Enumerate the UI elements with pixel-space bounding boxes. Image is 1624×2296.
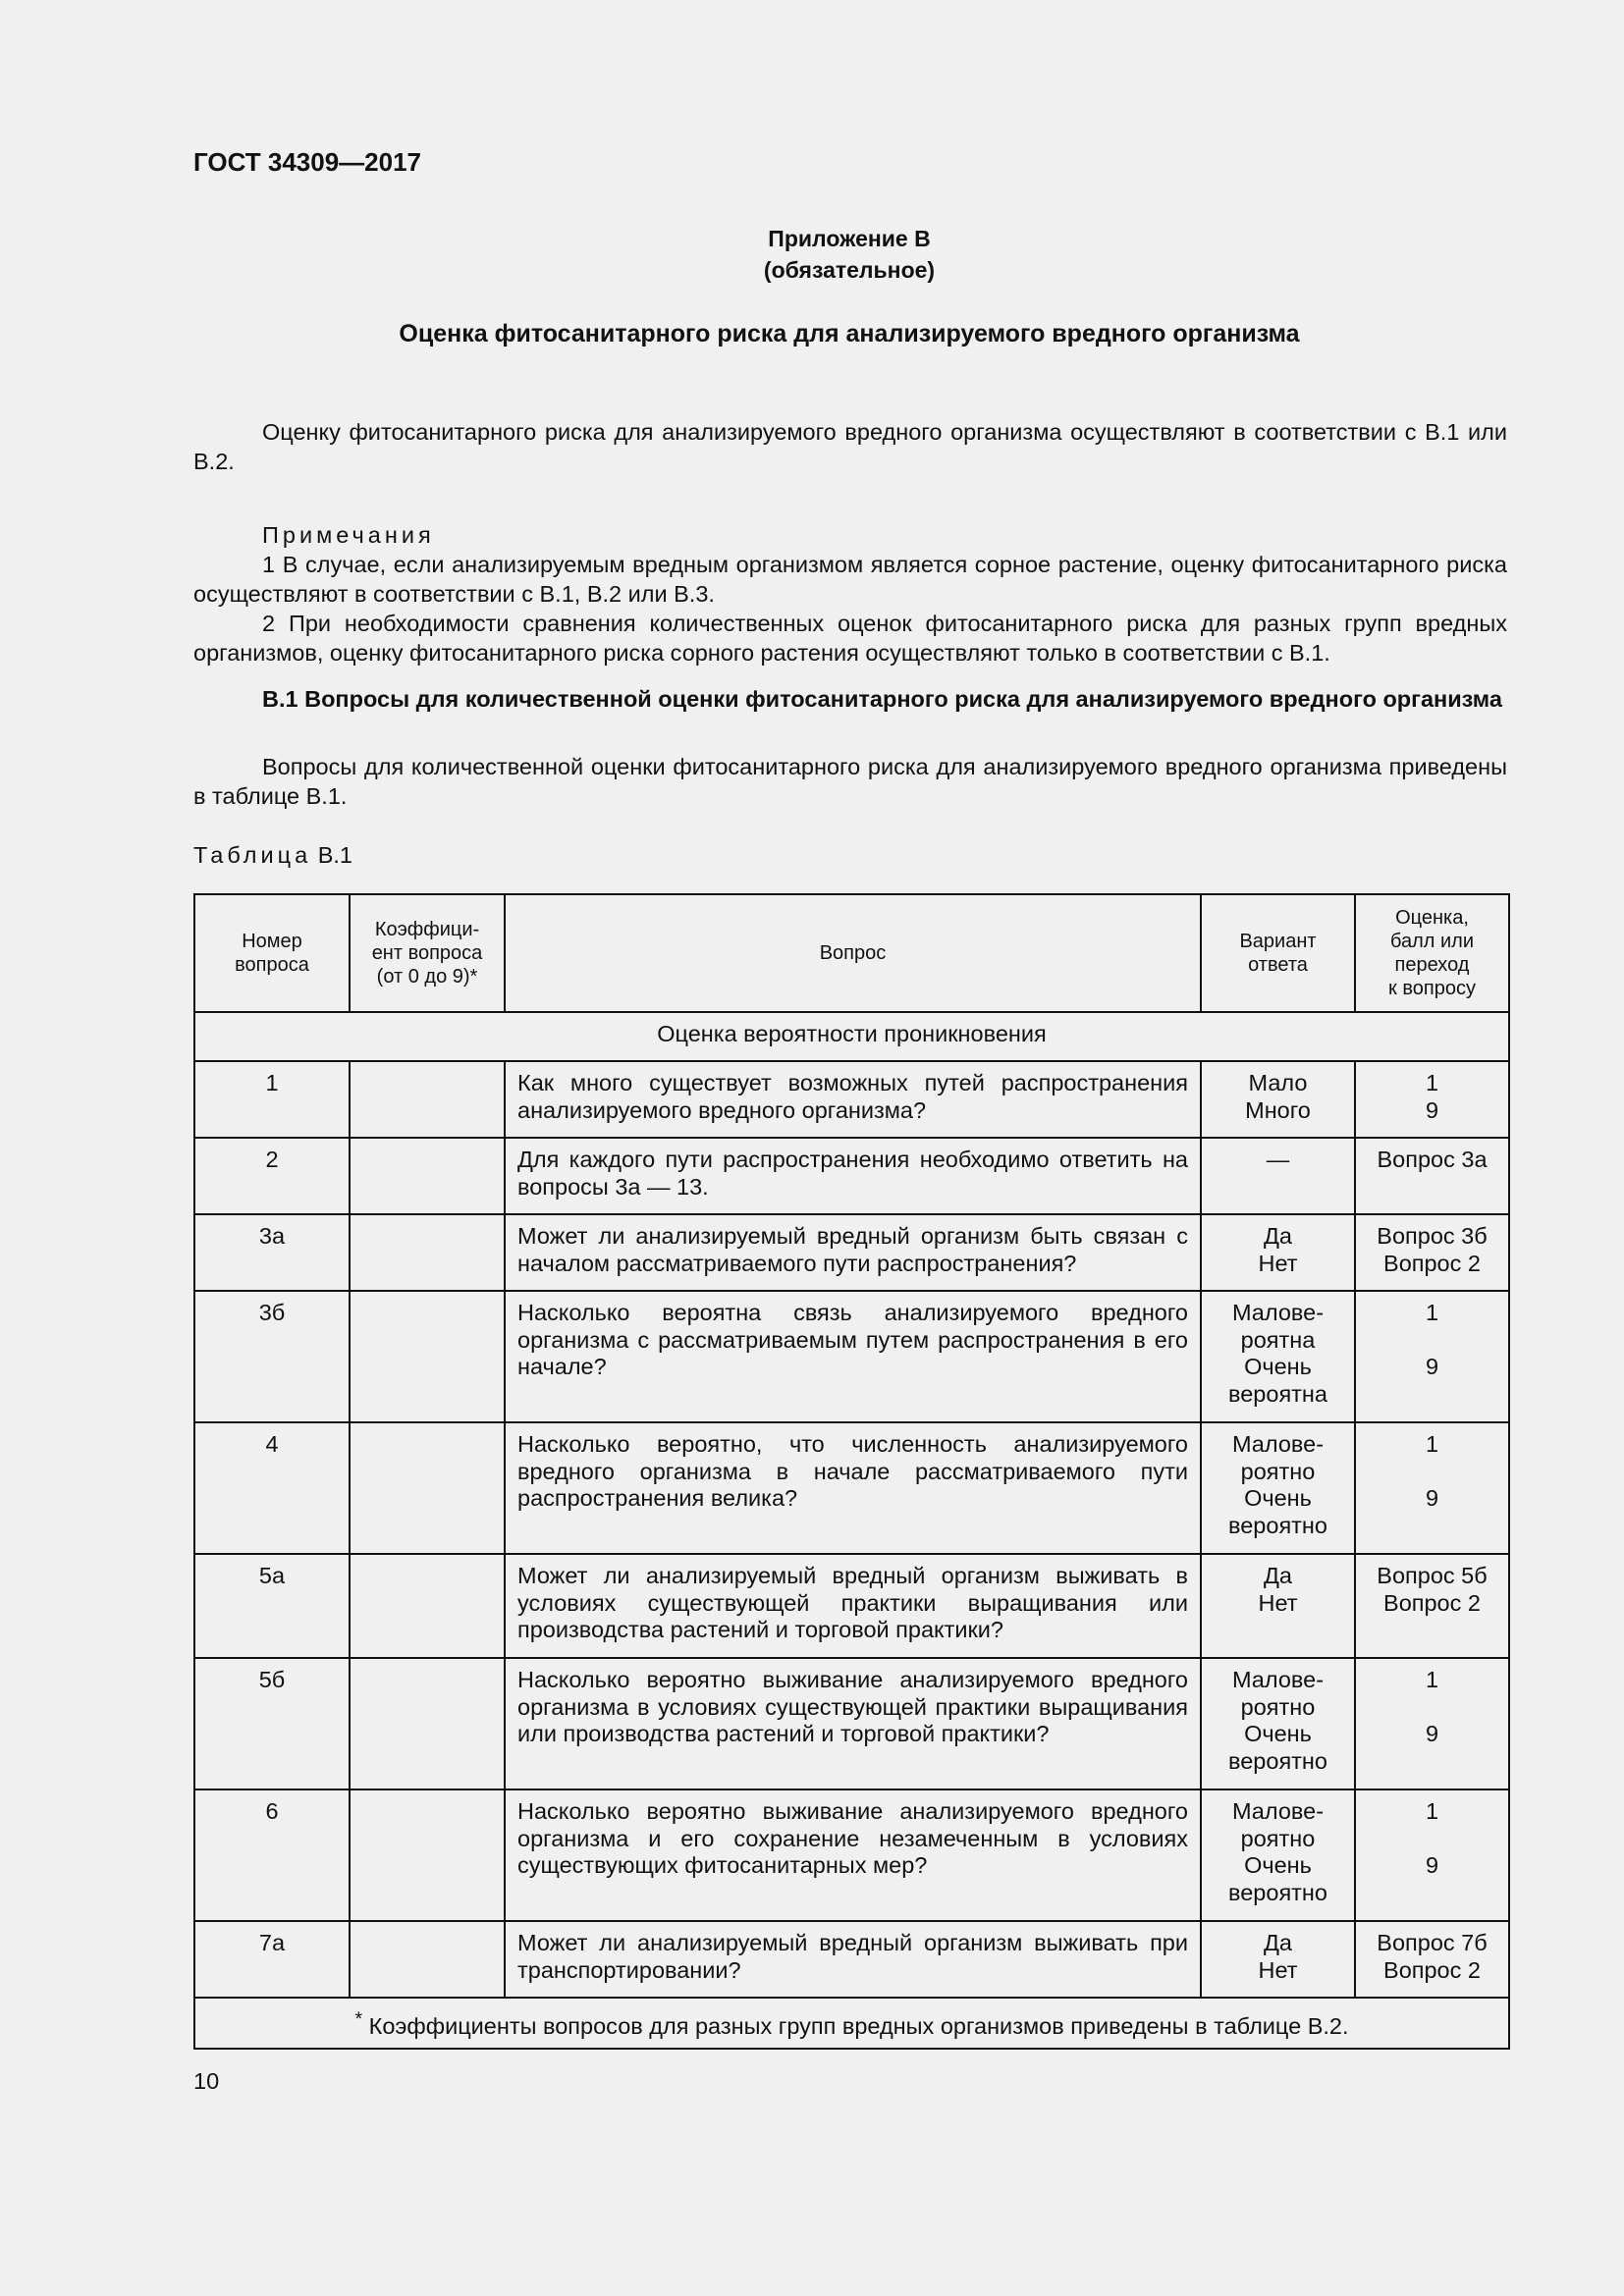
score-cell: 1 9 [1355, 1061, 1509, 1138]
score-cell: Вопрос 3б Вопрос 2 [1355, 1214, 1509, 1291]
coefficient-cell [350, 1214, 505, 1291]
questions-table [193, 893, 1510, 2050]
answer-variant-cell: Малове- роятно Очень вероятно [1201, 1789, 1355, 1921]
coefficient-cell [350, 1658, 505, 1789]
table-header-row [194, 894, 1509, 1012]
appendix-title: Приложение В [768, 226, 931, 251]
answer-variant-cell: Малове- роятна Очень вероятна [1201, 1291, 1355, 1422]
coefficient-cell [350, 1422, 505, 1554]
question-text-cell: Для каждого пути распространения необходимо ответить на вопросы 3а — 13. [505, 1138, 1201, 1214]
question-text-cell: Насколько вероятно выживание анализируемого вредного организма и его сохранение незамеченным в условиях существующих фитосанитарных мер? [505, 1789, 1201, 1921]
section-b1-text: Вопросы для количественной оценки фитосанитарного риска для анализируемого вредного организма приведены в таблице В.1. [193, 754, 1507, 809]
table-caption-word: Таблица [193, 842, 312, 868]
table-caption [193, 842, 352, 869]
section-b1-heading-block [193, 684, 1507, 714]
header-answer: Вариант ответа [1201, 894, 1355, 1012]
table-row [194, 1291, 1509, 1422]
table-row [194, 1138, 1509, 1214]
page-number: 10 [193, 2068, 220, 2094]
answer-variant-cell: Да Нет [1201, 1554, 1355, 1658]
table-row [194, 1061, 1509, 1138]
score-cell: Вопрос 7б Вопрос 2 [1355, 1921, 1509, 1998]
question-text-cell: Насколько вероятна связь анализируемого вредного организма с рассматриваемым путем распространения в его начале? [505, 1291, 1201, 1422]
main-title: Оценка фитосанитарного риска для анализируемого вредного организма [399, 320, 1300, 347]
footnote-text: Коэффициенты вопросов для разных групп вредных организмов приведены в таблице В.2. [368, 2012, 1349, 2039]
header-score: Оценка, балл или переход к вопросу [1355, 894, 1509, 1012]
intro-text: Оценку фитосанитарного риска для анализируемого вредного организма осуществляют в соответствии с В.1 или В.2. [193, 419, 1507, 474]
coefficient-cell [350, 1554, 505, 1658]
question-text-cell: Как много существует возможных путей распространения анализируемого вредного организма? [505, 1061, 1201, 1138]
section-title: Оценка вероятности проникновения [194, 1012, 1509, 1061]
table-caption-number: В.1 [317, 842, 352, 868]
question-number-cell: 1 [194, 1061, 350, 1138]
question-text-cell: Может ли анализируемый вредный организм выживать в условиях существующей практики выращивания или производства растений и торговой практики? [505, 1554, 1201, 1658]
score-cell: Вопрос 3а [1355, 1138, 1509, 1214]
table-row [194, 1422, 1509, 1554]
header-coefficient: Коэффици- ент вопроса (от 0 до 9)* [350, 894, 505, 1012]
section-b1-paragraph [193, 752, 1507, 811]
coefficient-cell [350, 1138, 505, 1214]
coefficient-cell [350, 1291, 505, 1422]
answer-variant-cell: Малове- роятно Очень вероятно [1201, 1422, 1355, 1554]
question-number-cell: 5б [194, 1658, 350, 1789]
question-text-cell: Может ли анализируемый вредный организм быть связан с началом рассматриваемого пути распространения? [505, 1214, 1201, 1291]
score-cell: 1 9 [1355, 1422, 1509, 1554]
standard-header: ГОСТ 34309—2017 [193, 147, 421, 177]
score-cell: 1 9 [1355, 1291, 1509, 1422]
coefficient-cell [350, 1789, 505, 1921]
answer-variant-cell: Да Нет [1201, 1214, 1355, 1291]
question-number-cell: 5а [194, 1554, 350, 1658]
question-number-cell: 3б [194, 1291, 350, 1422]
question-number-cell: 7а [194, 1921, 350, 1998]
footnote-row [194, 1998, 1509, 2049]
note-1: 1 В случае, если анализируемым вредным организмом является сорное растение, оценку фитосанитарного риска осуществляют в соответствии с В.1, В.2 или В.3. [193, 552, 1507, 607]
table-row [194, 1921, 1509, 1998]
question-number-cell: 4 [194, 1422, 350, 1554]
score-cell: 1 9 [1355, 1789, 1509, 1921]
answer-variant-cell: — [1201, 1138, 1355, 1214]
question-text-cell: Насколько вероятно, что численность анализируемого вредного организма в начале рассматриваемого пути распространения велика? [505, 1422, 1201, 1554]
score-cell: 1 9 [1355, 1658, 1509, 1789]
intro-paragraph [193, 417, 1507, 476]
notes-heading: Примечания [262, 522, 435, 548]
question-number-cell: 3а [194, 1214, 350, 1291]
coefficient-cell [350, 1061, 505, 1138]
appendix-status: (обязательное) [763, 257, 936, 283]
score-cell: Вопрос 5б Вопрос 2 [1355, 1554, 1509, 1658]
answer-variant-cell: Малове- роятно Очень вероятно [1201, 1658, 1355, 1789]
question-text-cell: Насколько вероятно выживание анализируемого вредного организма в условиях существующей практики выращивания или производства растений и торговой практики? [505, 1658, 1201, 1789]
footnote-cell [194, 1998, 1509, 2049]
header-question: Вопрос [505, 894, 1201, 1012]
header-number: Номер вопроса [194, 894, 350, 1012]
section-row [194, 1012, 1509, 1061]
question-text-cell: Может ли анализируемый вредный организм выживать при транспортировании? [505, 1921, 1201, 1998]
answer-variant-cell: Да Нет [1201, 1921, 1355, 1998]
coefficient-cell [350, 1921, 505, 1998]
answer-variant-cell: Мало Много [1201, 1061, 1355, 1138]
question-number-cell: 6 [194, 1789, 350, 1921]
footnote-mark: * [354, 2008, 363, 2030]
table-row [194, 1658, 1509, 1789]
table-row [194, 1554, 1509, 1658]
question-number-cell: 2 [194, 1138, 350, 1214]
table-row [194, 1214, 1509, 1291]
section-b1-heading: В.1 Вопросы для количественной оценки фитосанитарного риска для анализируемого вредного организма [262, 686, 1502, 712]
notes-block [193, 520, 1507, 667]
table-row [194, 1789, 1509, 1921]
note-2: 2 При необходимости сравнения количественных оценок фитосанитарного риска для разных групп вредных организмов, оценку фитосанитарного риска сорного растения осуществляют только в соответствии с В.1. [193, 611, 1507, 666]
